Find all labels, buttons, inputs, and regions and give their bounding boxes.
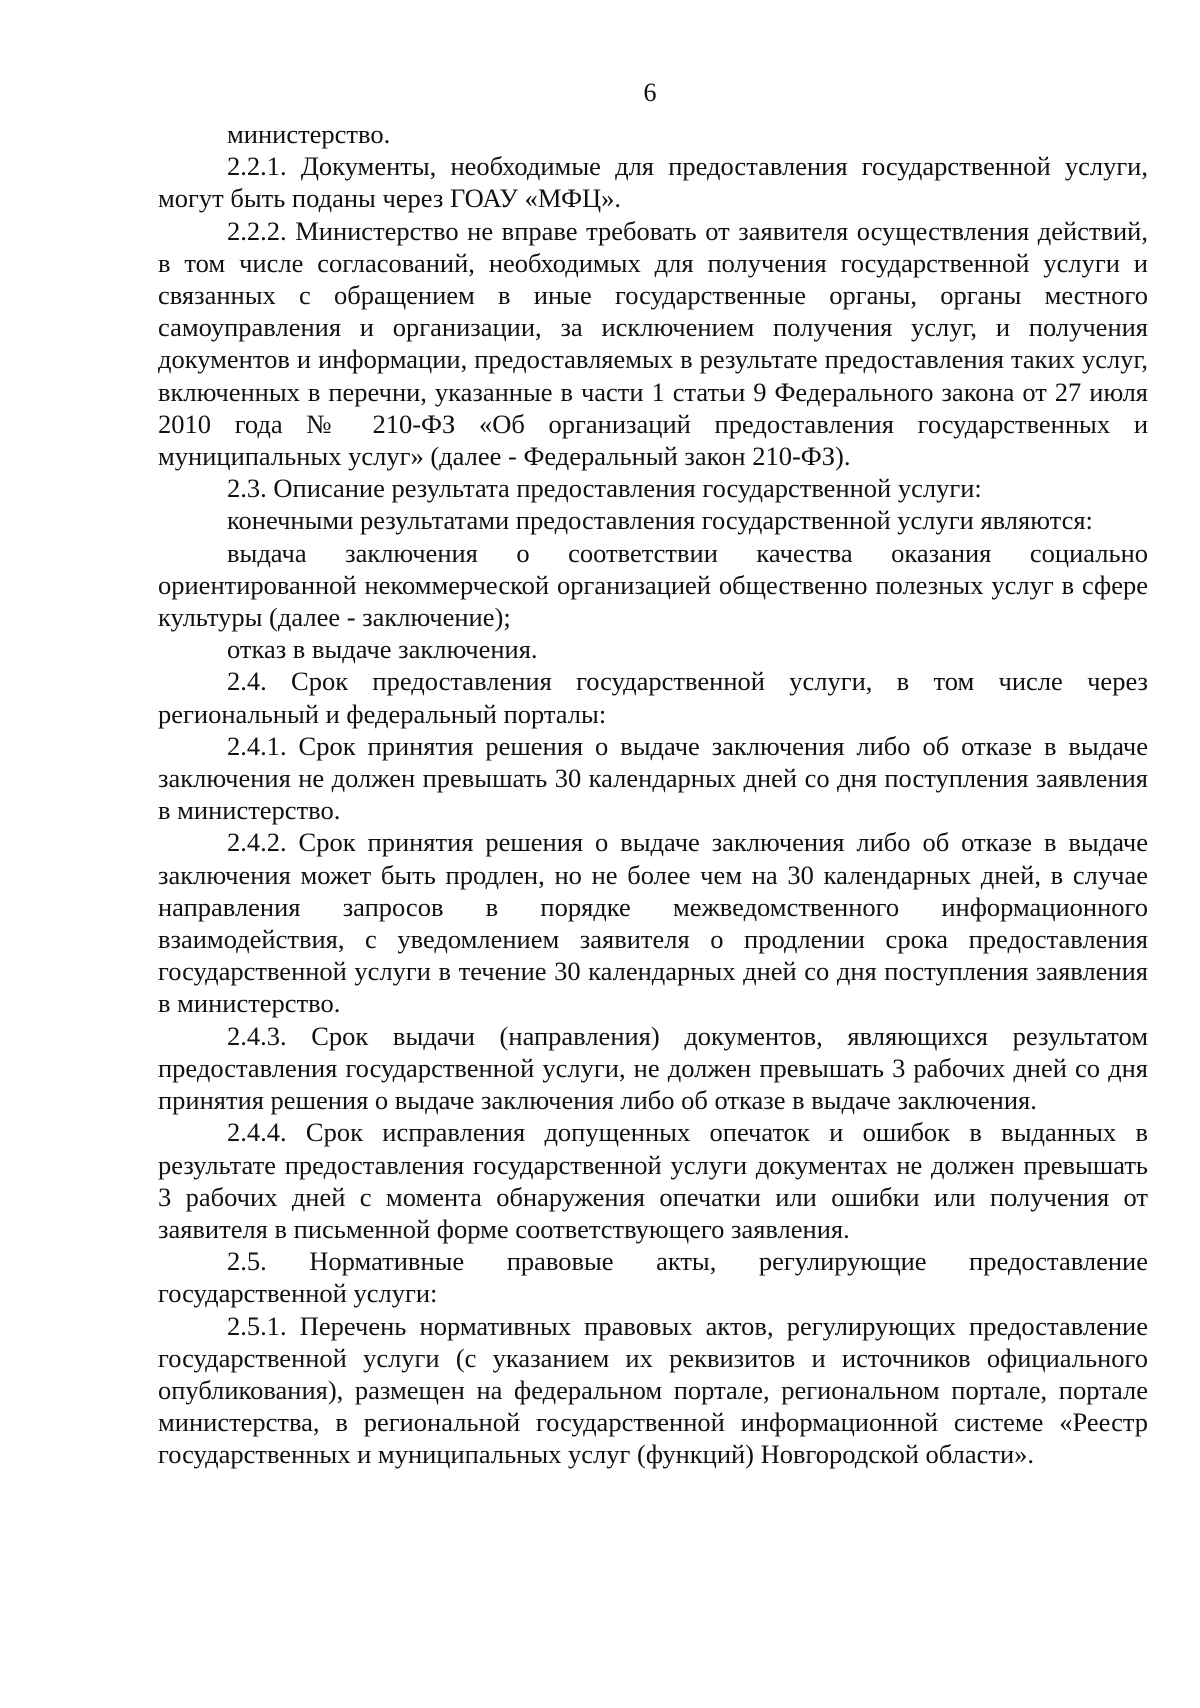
paragraph-2-4: 2.4. Срок предоставления государственной услуги, в том числе через региональный и федеральный порталы: <box>158 666 1148 729</box>
paragraph-2-4-4: 2.4.4. Срок исправления допущенных опечаток и ошибок в выданных в результате предоставления государственной услуги документах не должен превышать 3 рабочих дней с момента обнаружения опечатки или ошибки или получения от заявителя в письменной форме соответствующего заявления. <box>158 1117 1148 1244</box>
paragraph-result-refusal: отказ в выдаче заключения. <box>227 634 538 665</box>
document-body <box>158 118 1148 1471</box>
paragraph-2-5-1: 2.5.1. Перечень нормативных правовых актов, регулирующих предоставление государственной услуги (с указанием их реквизитов и источников официального опубликования), размещен на федеральном портале, региональном портале, портале министерства, в региональной государственной информационной системе «Реестр государственных и муниципальных услуг (функций) Новгородской области». <box>158 1310 1148 1470</box>
paragraph-2-5: 2.5. Нормативные правовые акты, регулирующие предоставление государственной услуги: <box>158 1246 1148 1309</box>
paragraph-2-2-1: 2.2.1. Документы, необходимые для предоставления государственной услуги, могут быть поданы через ГОАУ «МФЦ». <box>158 151 1148 214</box>
paragraph-2-4-1: 2.4.1. Срок принятия решения о выдаче заключения либо об отказе в выдаче заключения не должен превышать 30 календарных дней со дня поступления заявления в министерство. <box>158 730 1148 826</box>
paragraph-result-issuance: выдача заключения о соответствии качества оказания социально ориентированной некоммерческой организацией общественно полезных услуг в сфере культуры (далее - заключение); <box>158 537 1148 633</box>
paragraph-results-intro: конечными результатами предоставления государственной услуги являются: <box>227 505 1093 536</box>
page-number: 6 <box>643 78 657 107</box>
paragraph-2-4-3: 2.4.3. Срок выдачи (направления) документов, являющихся результатом предоставления государственной услуги, не должен превышать 3 рабочих дней со дня принятия решения о выдаче заключения либо об отказе в выдаче заключения. <box>158 1020 1148 1116</box>
paragraph-2-4-2: 2.4.2. Срок принятия решения о выдаче заключения либо об отказе в выдаче заключения может быть продлен, но не более чем на 30 календарных дней, в случае направления запросов в порядке межведомственного информационного взаимодействия, с уведомлением заявителя о продлении срока предоставления государственной услуги в течение 30 календарных дней со дня поступления заявления в министерство. <box>158 827 1148 1019</box>
paragraph-2-2-2: 2.2.2. Министерство не вправе требовать от заявителя осуществления действий, в том числе согласований, необходимых для получения государственной услуги и связанных с обращением в иные государственные органы, органы местного самоуправления и организации, за исключением получения услуг, и получения документов и информации, предоставляемых в результате предоставления таких услуг, включенных в перечни, указанные в части 1 статьи 9 Федерального закона от 27 июля 2010 года № 210-ФЗ «Об организаций предоставления государственных и муниципальных услуг» (далее - Федеральный закон 210-ФЗ). <box>158 215 1148 472</box>
paragraph-2-3: 2.3. Описание результата предоставления государственной услуги: <box>227 473 982 504</box>
paragraph-continuation: министерство. <box>227 119 391 149</box>
